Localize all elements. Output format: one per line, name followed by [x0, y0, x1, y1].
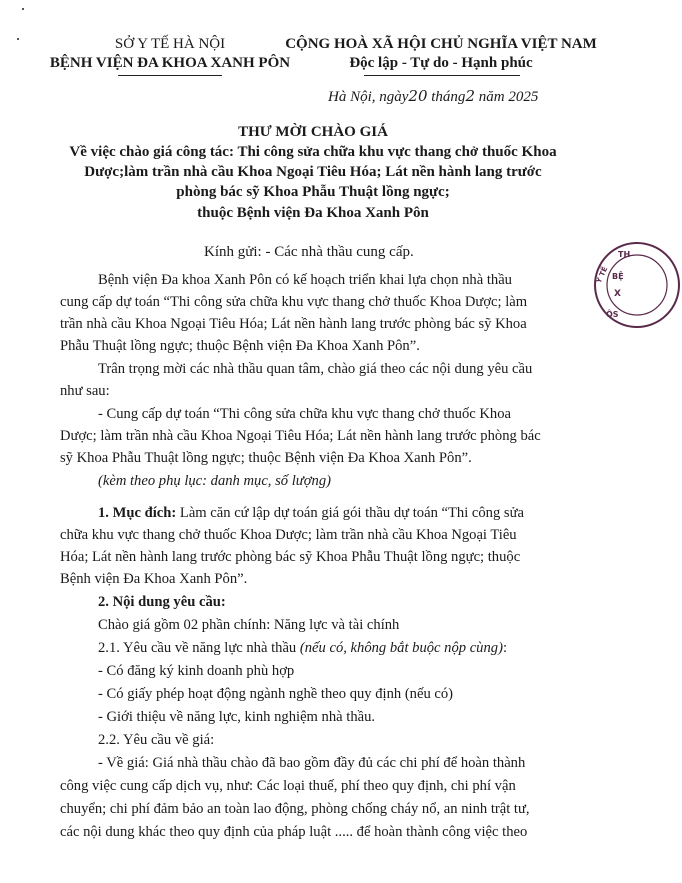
paragraph-1-line-3: trần nhà cầu Khoa Ngoại Tiêu Hóa; Lát nền hành lang trước phòng bác sỹ Khoa [60, 316, 527, 332]
section-1-line-2: chữa khu vực thang chở thuốc Khoa Dược; làm trần nhà cầu Khoa Ngoại Tiêu [60, 527, 517, 543]
price-requirement-line-4: các nội dung khác theo quy định của pháp luật ..... để hoàn thành công việc theo [60, 824, 528, 840]
date-line [328, 87, 538, 106]
price-requirement-line-1: - Về giá: Giá nhà thầu chào đã bao gồm đầy đủ các chi phí để hoàn thành [98, 755, 526, 771]
document-title: THƯ MỜI CHÀO GIÁ [238, 124, 388, 140]
date-suffix: năm 2025 [474, 89, 539, 105]
paragraph-1-line-4: Phẫu Thuật lồng ngực; thuộc Bệnh viện Đa Khoa Xanh Pôn”. [60, 338, 420, 354]
section-2-1-note: (nếu có, không bắt buộc nộp cùng) [299, 640, 503, 656]
date-month-handwritten: 2 [465, 87, 475, 105]
section-2-1-line [98, 640, 507, 657]
paragraph-2-line-2: như sau: [60, 383, 110, 399]
date-mid: tháng [427, 89, 466, 105]
hospital-name: BỆNH VIỆN ĐA KHOA XANH PÔN [49, 55, 291, 71]
stamp-text-side: Y TẾ [594, 265, 610, 285]
price-requirement-line-2: công việc cung cấp dịch vụ, như: Các loại thuế, phí theo quy định, chi phí vận [60, 778, 516, 794]
stamp-text-mid: BỆ [612, 272, 624, 281]
section-2-2-label: 2.2. Yêu cầu về giá: [98, 732, 215, 748]
date-prefix: Hà Nội, ngày [328, 89, 409, 105]
requirement-bullet-3: - Giới thiệu về năng lực, kinh nghiệm nhà thầu. [98, 709, 376, 725]
nation-title: CỘNG HOÀ XÃ HỘI CHỦ NGHĨA VIỆT NAM [285, 36, 597, 52]
header-right-underline [364, 75, 520, 76]
section-1-line-4: Bệnh viện Đa Khoa Xanh Pôn”. [60, 571, 248, 587]
stamp-text-bottom: ÔS [606, 310, 619, 319]
subject-line-1: Về việc chào giá công tác: Thi công sửa chữa khu vực thang chở thuốc Khoa [69, 144, 557, 160]
section-2-heading: 2. Nội dung yêu cầu: [98, 594, 226, 610]
scan-speck [22, 8, 24, 10]
section-2-1-colon: : [502, 640, 507, 656]
paragraph-3-line-2: Dược; làm trần nhà cầu Khoa Ngoại Tiêu Hóa; Lát nền hành lang trước phòng bác [60, 428, 541, 444]
nation-motto: Độc lập - Tự do - Hạnh phúc [349, 55, 533, 71]
ministry-name: SỞ Y TẾ HÀ NỘI [114, 36, 226, 52]
appendix-note: (kèm theo phụ lục: danh mục, số lượng) [98, 473, 331, 489]
stamp-text-top: TH [618, 250, 631, 259]
stamp-text-x: X [614, 289, 621, 299]
requirement-bullet-2: - Có giấy phép hoạt động ngành nghề theo quy định (nếu có) [98, 686, 454, 702]
section-1-heading: 1. Mục đích: [98, 505, 177, 521]
recipient-line: Kính gửi: - Các nhà thầu cung cấp. [204, 244, 414, 260]
section-2-intro: Chào giá gồm 02 phần chính: Năng lực và tài chính [98, 617, 400, 633]
price-requirement-line-3: chuyển; chi phí đảm bảo an toàn lao động, phòng chống cháy nổ, an ninh trật tư, [60, 801, 530, 817]
paragraph-1-line-1: Bệnh viện Đa khoa Xanh Pôn có kế hoạch triển khai lựa chọn nhà thầu [98, 272, 512, 288]
scan-speck [17, 38, 19, 40]
section-1-text: Làm căn cứ lập dự toán giá gói thầu dự toán “Thi công sửa [176, 505, 524, 521]
official-stamp [592, 240, 682, 330]
date-day-handwritten: 20 [408, 87, 428, 105]
paragraph-3-line-3: sỹ Khoa Phẫu Thuật lồng ngực; thuộc Bệnh viện Đa Khoa Xanh Pôn”. [60, 450, 472, 466]
paragraph-1-line-2: cung cấp dự toán “Thi công sửa chữa khu vực thang chở thuốc Khoa Dược; làm [60, 294, 528, 310]
section-2-1-label: 2.1. Yêu cầu về năng lực nhà thầu [98, 640, 300, 656]
subject-line-3: phòng bác sỹ Khoa Phẫu Thuật lồng ngực; [176, 184, 450, 200]
paragraph-3-line-1: - Cung cấp dự toán “Thi công sửa chữa khu vực thang chở thuốc Khoa [98, 406, 512, 422]
subject-line-2: Dược;làm trần nhà cầu Khoa Ngoại Tiêu Hóa; Lát nền hành lang trước [84, 164, 542, 180]
section-1-line-1 [98, 505, 524, 522]
subject-line-4: thuộc Bệnh viện Đa Khoa Xanh Pôn [197, 205, 429, 221]
header-left-underline [118, 75, 222, 76]
requirement-bullet-1: - Có đăng ký kinh doanh phù hợp [98, 663, 295, 679]
paragraph-2-line-1: Trân trọng mời các nhà thầu quan tâm, chào giá theo các nội dung yêu cầu [98, 361, 533, 377]
section-1-line-3: Hóa; Lát nền hành lang trước phòng bác sỹ Khoa Phẫu Thuật lồng ngực; thuộc [60, 549, 521, 565]
